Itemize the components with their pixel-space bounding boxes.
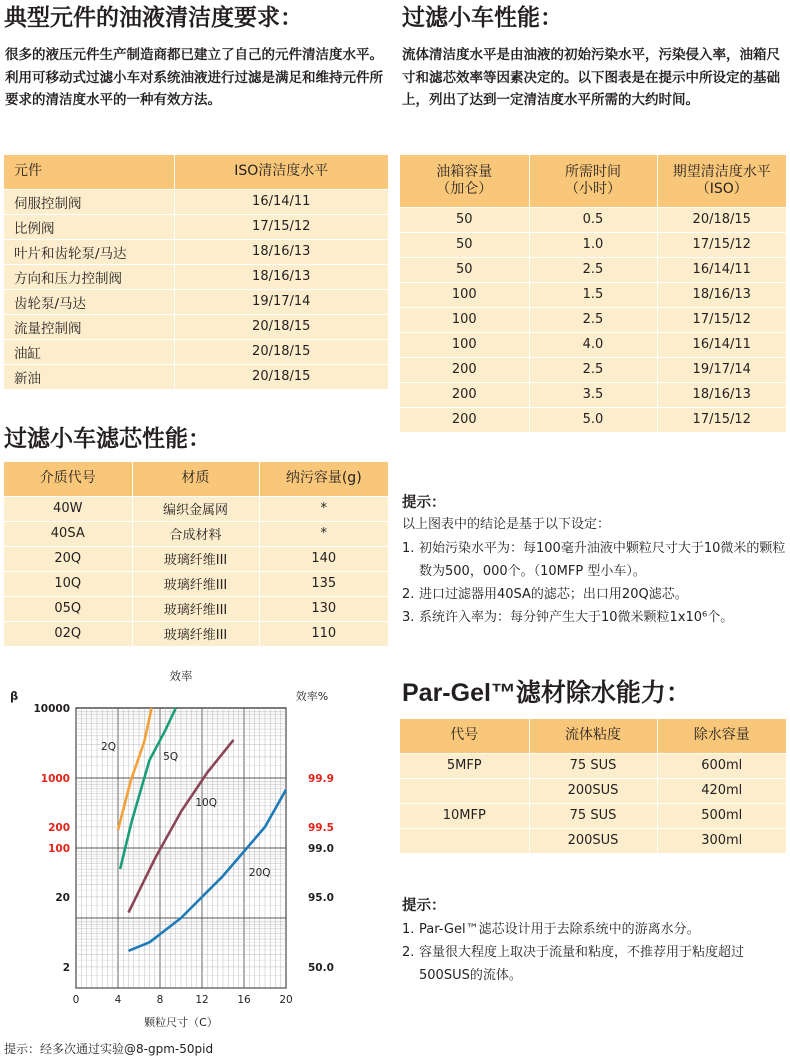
table1-row	[4, 289, 388, 314]
table2-row-cell: 40SA	[4, 521, 132, 546]
note-list-text: 初始污染水平为：每100毫升油液中颗粒尺寸大于10微米的颗粒数为500，000个。（10MFP 型小车）。	[419, 541, 786, 579]
y2-axis-label: 效率%	[295, 690, 329, 703]
x-tick-label: 4	[114, 994, 122, 1006]
y-tick-label: 2	[62, 961, 70, 974]
table3-row-cell: 200	[400, 357, 529, 382]
table1-row	[4, 264, 388, 289]
table2-row	[4, 596, 388, 621]
note1-title: 提示：	[402, 495, 446, 511]
table3-row-cell: 5.0	[529, 407, 657, 432]
x-tick-label: 8	[156, 994, 164, 1006]
table4-row-cell: 200SUS	[529, 778, 657, 803]
series-label: 2Q	[101, 741, 116, 754]
table3-row-cell: 2.5	[529, 307, 657, 332]
table1-row-cell: 伺服控制阀	[4, 189, 174, 214]
table3-row	[400, 282, 786, 307]
table1-row-cell: 20/18/15	[174, 314, 388, 339]
note2-title: 提示：	[402, 898, 446, 914]
y2-tick-label: 95.0	[308, 891, 334, 904]
table1-row	[4, 214, 388, 239]
table2-row-cell: 140	[259, 546, 388, 571]
table2-row-cell: 10Q	[4, 571, 132, 596]
table4-header-viscosity: 流体粘度	[529, 719, 657, 753]
table2-row-cell: 40W	[4, 496, 132, 521]
table3-row	[400, 332, 786, 357]
table2-row-cell: 135	[259, 571, 388, 596]
table4-row-cell: 10MFP	[400, 803, 529, 828]
table1-row	[4, 314, 388, 339]
table3-row-cell: 100	[400, 282, 529, 307]
table2-row	[4, 521, 388, 546]
table3-row	[400, 257, 786, 282]
table2-row-cell: 玻璃纤维III	[132, 571, 259, 596]
intro-paragraph-left: 很多的液压元件生产制造商都已建立了自己的元件清洁度水平。利用可移动式过滤小车对系统油液进行过滤是满足和维持元件所要求的清洁度水平的一种有效方法。	[5, 47, 383, 108]
title-pargel-capacity: Par-Gel™滤材除水能力：	[402, 679, 691, 707]
note-list-number: 2.	[402, 587, 415, 602]
table1-row	[4, 189, 388, 214]
table4-row-cell: 420ml	[657, 778, 786, 803]
table1-row-cell: 比例阀	[4, 214, 174, 239]
table1-row-cell: 方向和压力控制阀	[4, 264, 174, 289]
title-filter-element-performance: 过滤小车滤芯性能：	[4, 426, 211, 452]
table3-row-cell: 2.5	[529, 257, 657, 282]
chart-footnote: 提示：经多次通过实验@8-gpm-50pid	[4, 1042, 214, 1056]
y-tick-label: 10000	[33, 703, 70, 715]
pargel-table	[400, 719, 786, 853]
table3-row	[400, 232, 786, 257]
intro-paragraph-right: 流体清洁度水平是由油液的初始污染水平，污染侵入率，油箱尺寸和滤芯效率等因素决定的。以下图表是在提示中所设定的基础上，列出了达到一定清洁度水平所需的大约时间。	[402, 47, 780, 108]
cart-performance-table	[400, 155, 786, 432]
y2-tick-label: 99.0	[308, 843, 334, 855]
x-tick-label: 16	[237, 994, 251, 1006]
table4-row-cell: 75 SUS	[529, 753, 657, 778]
table3-row-cell: 19/17/14	[657, 357, 786, 382]
table4-row	[400, 828, 786, 853]
note-list-number: 3.	[402, 610, 415, 625]
table3-header-iso	[657, 155, 786, 207]
efficiency-chart	[0, 660, 334, 1040]
table3-header-reservoir-l1: 油箱容量	[436, 163, 493, 180]
table1-row-cell: 18/16/13	[174, 264, 388, 289]
table3-row-cell: 17/15/12	[657, 407, 786, 432]
table2-row	[4, 621, 388, 646]
note-list-item	[402, 918, 788, 941]
x-tick-label: 20	[279, 994, 293, 1006]
table3-row-cell: 1.0	[529, 232, 657, 257]
table1-header-component: 元件	[4, 155, 174, 189]
table4-row-cell: 600ml	[657, 753, 786, 778]
table3-row-cell: 50	[400, 207, 529, 232]
note-list-text: 进口过滤器用40SA的滤芯；出口用20Q滤芯。	[419, 587, 688, 602]
table1-row-cell: 流量控制阀	[4, 314, 174, 339]
table4-row-cell	[400, 778, 529, 803]
table2-row-cell: 130	[259, 596, 388, 621]
table3-row	[400, 407, 786, 432]
table2-row-cell: *	[259, 521, 388, 546]
table2-row	[4, 496, 388, 521]
table4-row-cell: 300ml	[657, 828, 786, 853]
table3-row-cell: 50	[400, 257, 529, 282]
table3-row-cell: 2.5	[529, 357, 657, 382]
table1-row-cell: 叶片和齿轮泵/马达	[4, 239, 174, 264]
table3-header-reservoir-l2: （加仑）	[436, 180, 493, 197]
note-list-text: 容量很大程度上取决于流量和粘度，不推荐用于粘度超过500SUS的流体。	[419, 945, 745, 983]
table3-row-cell: 3.5	[529, 382, 657, 407]
y-tick-label: 1000	[40, 773, 70, 785]
table4-row	[400, 753, 786, 778]
table2-row-cell: 02Q	[4, 621, 132, 646]
series-label: 20Q	[248, 866, 271, 879]
table3-row-cell: 100	[400, 332, 529, 357]
table1-row-cell: 19/17/14	[174, 289, 388, 314]
table1-row-cell: 新油	[4, 364, 174, 389]
table3-row-cell: 17/15/12	[657, 232, 786, 257]
table3-header-iso-l1: 期望清洁度水平	[672, 163, 771, 180]
y-tick-label: 200	[48, 821, 70, 834]
table3-header-time-l1: 所需时间	[565, 163, 621, 180]
y-tick-label: 100	[48, 843, 70, 855]
table3-row-cell: 20/18/15	[657, 207, 786, 232]
table4-header-capacity: 除水容量	[657, 719, 786, 753]
note-list-number: 1.	[402, 922, 415, 937]
table3-header-time-l2: （小时）	[565, 180, 621, 197]
note1-text: 以上图表中的结论是基于以下设定：	[402, 517, 611, 532]
table3-header-iso-l2: （ISO）	[695, 180, 748, 197]
note-list-item	[402, 606, 788, 629]
y-tick-label: 20	[55, 891, 70, 904]
table2-row-cell: 编织金属网	[132, 496, 259, 521]
table2-row-cell: 05Q	[4, 596, 132, 621]
title-component-cleanliness: 典型元件的油液清洁度要求：	[4, 5, 303, 31]
note2-list	[402, 918, 788, 987]
table3-row-cell: 200	[400, 407, 529, 432]
note-list-item	[402, 583, 788, 606]
table3-row-cell: 16/14/11	[657, 257, 786, 282]
table1-row	[4, 364, 388, 389]
x-tick-label: 12	[195, 994, 209, 1006]
note-list-number: 1.	[402, 541, 415, 556]
table1-row-cell: 20/18/15	[174, 339, 388, 364]
table4-row-cell	[400, 828, 529, 853]
table1-row	[4, 339, 388, 364]
table4-row	[400, 778, 786, 803]
y2-tick-label: 50.0	[308, 961, 334, 974]
table3-row-cell: 50	[400, 232, 529, 257]
title-cart-performance: 过滤小车性能：	[402, 5, 563, 31]
component-cleanliness-table	[4, 155, 388, 389]
table2-row-cell: 合成材料	[132, 521, 259, 546]
table2-row-cell: 20Q	[4, 546, 132, 571]
note-list-text: Par-Gel™滤芯设计用于去除系统中的游离水分。	[419, 922, 700, 937]
table2-row-cell: *	[259, 496, 388, 521]
series-label: 10Q	[195, 796, 218, 809]
note-list-item	[402, 537, 788, 583]
table2-row-cell: 玻璃纤维III	[132, 621, 259, 646]
table2-row	[4, 546, 388, 571]
y2-tick-label: 99.5	[308, 821, 334, 834]
table3-row-cell: 18/16/13	[657, 382, 786, 407]
table1-row-cell: 18/16/13	[174, 239, 388, 264]
series-label: 5Q	[163, 751, 179, 764]
table2-row-cell: 玻璃纤维III	[132, 596, 259, 621]
y2-tick-label: 99.9	[308, 773, 334, 785]
y-axis-label: β	[10, 689, 19, 703]
table2-row-cell: 玻璃纤维III	[132, 546, 259, 571]
table4-row-cell: 75 SUS	[529, 803, 657, 828]
note-list-text: 系统许入率为：每分钟产生大于10微米颗粒1x10⁶个。	[419, 610, 734, 625]
table3-row	[400, 382, 786, 407]
table1-row-cell: 20/18/15	[174, 364, 388, 389]
table4-row-cell: 500ml	[657, 803, 786, 828]
table3-row	[400, 307, 786, 332]
note1-list	[402, 537, 788, 629]
table3-header-time	[529, 155, 657, 207]
table3-row-cell: 17/15/12	[657, 307, 786, 332]
table1-row-cell: 17/15/12	[174, 214, 388, 239]
table4-row-cell: 200SUS	[529, 828, 657, 853]
table3-header-reservoir	[400, 155, 529, 207]
filter-element-table	[4, 462, 388, 646]
table1-row	[4, 239, 388, 264]
table3-row-cell: 18/16/13	[657, 282, 786, 307]
table2-header-capacity: 纳污容量(g)	[259, 462, 388, 496]
table1-row-cell: 齿轮泵/马达	[4, 289, 174, 314]
note-list-item	[402, 941, 788, 987]
table3-row-cell: 16/14/11	[657, 332, 786, 357]
table3-row	[400, 207, 786, 232]
table3-row-cell: 200	[400, 382, 529, 407]
table3-row-cell: 4.0	[529, 332, 657, 357]
table4-header-code: 代号	[400, 719, 529, 753]
table2-row	[4, 571, 388, 596]
table1-header-iso: ISO清洁度水平	[174, 155, 388, 189]
table3-row-cell: 100	[400, 307, 529, 332]
table3-row-cell: 0.5	[529, 207, 657, 232]
chart-title: 效率	[169, 669, 193, 683]
table1-row-cell: 油缸	[4, 339, 174, 364]
x-axis-label: 颗粒尺寸（C）	[144, 1016, 218, 1029]
table3-row-cell: 1.5	[529, 282, 657, 307]
x-tick-label: 0	[72, 994, 80, 1006]
table4-row-cell: 5MFP	[400, 753, 529, 778]
table1-row-cell: 16/14/11	[174, 189, 388, 214]
table3-row	[400, 357, 786, 382]
table2-header-media-code: 介质代号	[4, 462, 132, 496]
table2-row-cell: 110	[259, 621, 388, 646]
table4-row	[400, 803, 786, 828]
table2-header-material: 材质	[132, 462, 259, 496]
note-list-number: 2.	[402, 945, 415, 960]
